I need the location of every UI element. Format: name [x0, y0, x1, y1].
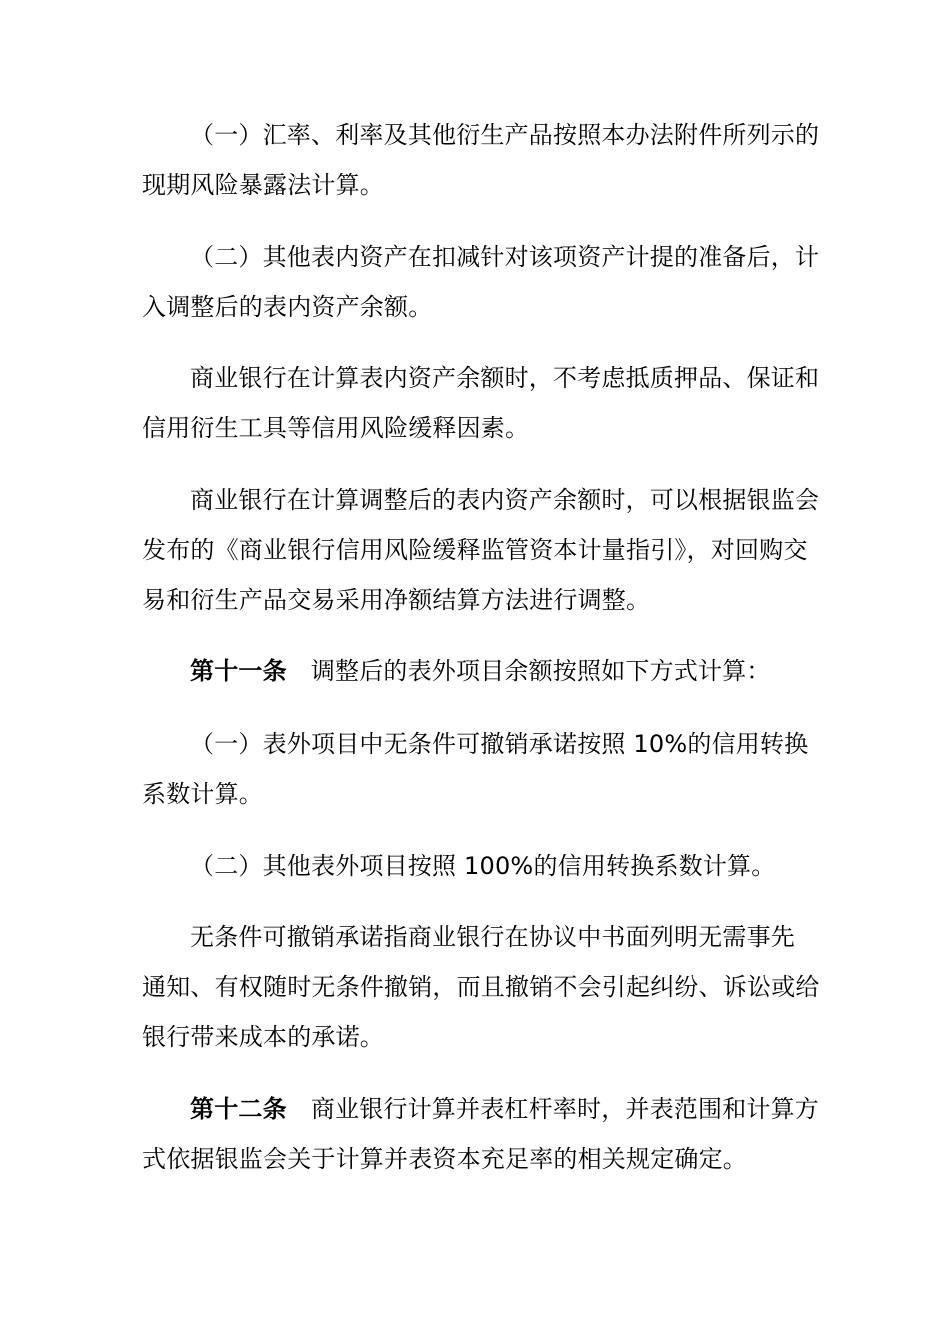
paragraph-8-line-2: 通知、有权随时无条件撤销，而且撤销不会引起纠纷、诉讼或给 [142, 973, 820, 1001]
paragraph-6-line-1: （一）表外项目中无条件可撤销承诺按照 10%的信用转换 [190, 730, 809, 758]
paragraph-3-line-1: 商业银行在计算表内资产余额时，不考虑抵质押品、保证和 [190, 364, 820, 392]
paragraph-8-line-1: 无条件可撤销承诺指商业银行在协议中书面列明无需事先 [190, 923, 795, 951]
paragraph-1-line-1: （一）汇率、利率及其他衍生产品按照本办法附件所列示的 [190, 121, 820, 149]
paragraph-8-line-3: 银行带来成本的承诺。 [142, 1023, 384, 1051]
article-12-text: 商业银行计算并表杠杆率时，并表范围和计算方 [310, 1095, 820, 1123]
paragraph-2-line-1: （二）其他表内资产在扣减针对该项资产计提的准备后，计 [190, 243, 820, 271]
article-12-line [190, 1094, 819, 1124]
article-11-line [190, 656, 771, 686]
paragraph-1-line-2: 现期风险暴露法计算。 [142, 171, 384, 199]
paragraph-2-line-2: 入调整后的表内资产余额。 [142, 293, 433, 321]
article-11-number: 第十一条 [190, 657, 287, 685]
article-12-line-2: 式依据银监会关于计算并表资本充足率的相关规定确定。 [142, 1145, 747, 1173]
paragraph-7-line-1: （二）其他表外项目按照 100%的信用转换系数计算。 [190, 852, 776, 880]
article-12-number: 第十二条 [190, 1095, 287, 1123]
paragraph-4-line-1: 商业银行在计算调整后的表内资产余额时，可以根据银监会 [190, 486, 820, 514]
paragraph-4-line-3: 易和衍生产品交易采用净额结算方法进行调整。 [142, 586, 651, 614]
paragraph-4-line-2: 发布的《商业银行信用风险缓释监管资本计量指引》，对回购交 [142, 536, 808, 564]
paragraph-6-line-2: 系数计算。 [142, 780, 263, 808]
paragraph-3-line-2: 信用衍生工具等信用风险缓释因素。 [142, 414, 530, 442]
article-11-text: 调整后的表外项目余额按照如下方式计算： [310, 657, 771, 685]
